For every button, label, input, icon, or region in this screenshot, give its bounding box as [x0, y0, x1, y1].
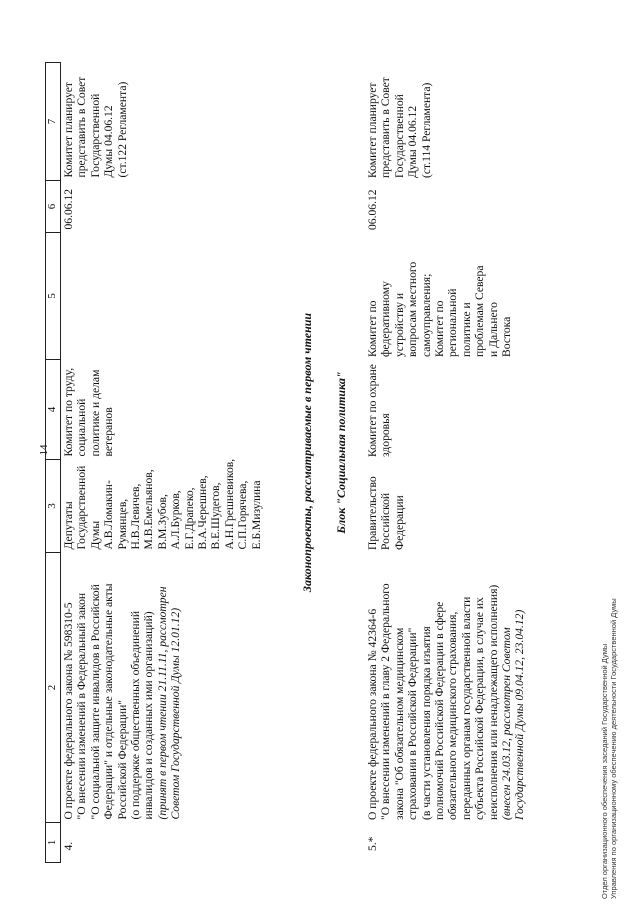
text-line: ветеранов: [102, 407, 116, 457]
text-line: (принят в первом чтении 21.11.11, рассмотрен: [155, 586, 169, 820]
text-line: Комитет по труду,: [62, 367, 75, 457]
bill-status-text: [500, 556, 527, 820]
footer: [600, 598, 618, 899]
text-line: Комитет планирует: [62, 82, 75, 178]
responsible-committee: [61, 360, 265, 460]
text-line: Востока: [500, 316, 514, 357]
page-number: 14: [38, 444, 50, 456]
text-line: неисполнения или ненадлежащего исполнения): [486, 584, 500, 820]
text-line: В.Е.Шудегов,: [209, 482, 223, 550]
text-line: представить в Совет: [75, 76, 89, 178]
co-committee: [61, 233, 265, 360]
column-header: 4: [46, 360, 61, 460]
column-header: 5: [46, 233, 61, 360]
text-line: устройству и: [392, 292, 406, 357]
initiator: [365, 460, 528, 553]
text-line: Государственной: [392, 94, 406, 178]
bill-title: [365, 553, 528, 823]
text-line: Государственной: [75, 465, 89, 550]
agenda-table: [45, 62, 264, 863]
text-line: А.В.Ломакин-: [102, 480, 116, 550]
text-line: Советом Государственной Думы 12.01.12): [169, 607, 183, 820]
footer-line: Отдел организационного обеспечения заседаний Государственной Думы: [600, 643, 609, 899]
text-line: политике и: [459, 302, 473, 357]
text-line: закона "Об обязательном медицинском: [392, 627, 406, 820]
text-line: О проекте федерального закона № 598310-5: [62, 602, 75, 820]
text-line: Правительство: [366, 476, 379, 550]
date: 06.06.12: [366, 189, 379, 230]
text-line: субъекта Российской Федерации, в случае их: [473, 597, 487, 820]
table-row: [61, 63, 265, 863]
text-line: Думы 04.06.12: [406, 105, 420, 178]
text-line: О проекте федерального закона № 42364-6: [366, 608, 379, 820]
text-line: Федерации: [392, 495, 406, 550]
agenda-table-continued: [365, 63, 528, 863]
text-line: здоровья: [379, 413, 393, 457]
bill-title-text: [62, 556, 156, 820]
text-line: Российской: [379, 492, 393, 550]
text-line: Российской Федерации": [115, 699, 129, 820]
column-header: 1: [46, 823, 61, 863]
column-header: 7: [46, 63, 61, 181]
text-line: Комитет планирует: [366, 82, 379, 178]
note: [365, 63, 528, 181]
note: [61, 63, 265, 181]
table-header-row: [46, 63, 61, 863]
text-line: страховании в Российской Федерации": [406, 627, 420, 820]
text-line: Румянцев,: [115, 498, 129, 550]
text-line: федеративному: [379, 281, 393, 357]
text-line: Н.В.Левичев,: [129, 483, 143, 550]
text-line: Комитет по: [433, 300, 447, 357]
text-line: Комитет по охране: [366, 364, 379, 457]
co-committee: [365, 233, 528, 360]
bill-title-text: [366, 556, 500, 820]
text-line: А.Н.Грешневиков,: [222, 458, 236, 550]
column-header: 3: [46, 460, 61, 553]
text-line: обязательного медицинского страхования,: [446, 611, 460, 820]
section-heading: Законопроекты, рассматриваемые в первом чтении: [300, 312, 314, 593]
text-line: (в части установления порядка изъятия: [419, 626, 433, 820]
initiator: [61, 460, 265, 553]
column-header: 2: [46, 553, 61, 823]
text-line: (внесен 24.03.12, рассмотрен Советом: [500, 627, 514, 820]
column-header: 6: [46, 181, 61, 233]
text-line: региональной: [446, 288, 460, 357]
text-line: А.Л.Бурков,: [169, 490, 183, 550]
bill-title: [61, 553, 265, 823]
block-heading: Блок "Социальная политика": [334, 371, 348, 534]
text-line: представить в Совет: [379, 77, 393, 178]
text-line: В.А.Черешнев,: [196, 475, 210, 550]
text-line: М.В.Емельянов,: [142, 469, 156, 550]
text-line: переданных органам государственной власти: [459, 596, 473, 820]
text-line: и Дальнего: [486, 302, 500, 357]
text-line: "О социальной защите инвалидов в Российской: [88, 584, 102, 820]
row-number: 5.*: [366, 836, 379, 851]
text-line: политике и делам: [88, 369, 102, 457]
text-line: "О внесении изменений в Федеральный закон: [75, 592, 89, 820]
text-line: Думы 04.06.12: [102, 105, 116, 178]
text-line: Е.Б.Мизулина: [249, 480, 263, 550]
text-line: Е.Г.Драпеко,: [182, 487, 196, 550]
text-line: Депутаты: [62, 501, 75, 550]
text-line: инвалидов и созданных ими организаций): [142, 611, 156, 820]
text-line: вопросам местного: [406, 261, 420, 357]
text-line: Государственной Думы 09.04.12, 23.04.12): [513, 609, 527, 820]
text-line: социальной: [75, 398, 89, 457]
text-line: Комитет по: [366, 300, 379, 357]
text-line: (о поддержке общественных объединений: [129, 610, 143, 820]
responsible-committee: [365, 360, 528, 460]
text-line: проблемам Севера: [473, 265, 487, 357]
text-line: В.М.Зубов,: [155, 494, 169, 550]
text-line: Федерации" и отдельные законодательные акты: [102, 583, 116, 820]
row-number: 4.: [62, 841, 75, 851]
footer-line: Управления по организационному обеспечению деятельности Государственной Думы: [609, 598, 618, 899]
table-row: [365, 63, 528, 863]
text-line: самоуправления;: [419, 273, 433, 357]
text-line: С.П.Горячева,: [236, 480, 250, 550]
text-line: (ст.114 Регламента): [419, 82, 433, 178]
bill-status-text: [156, 556, 183, 820]
text-line: (ст.122 Регламента): [115, 81, 129, 178]
text-line: Думы: [88, 520, 102, 550]
text-line: "О внесении изменений в главу 2 Федерального: [379, 583, 393, 820]
date: 06.06.12: [62, 188, 75, 230]
text-line: полномочий Российской Федерации в сфере: [433, 601, 447, 820]
text-line: Государственной: [88, 93, 102, 178]
